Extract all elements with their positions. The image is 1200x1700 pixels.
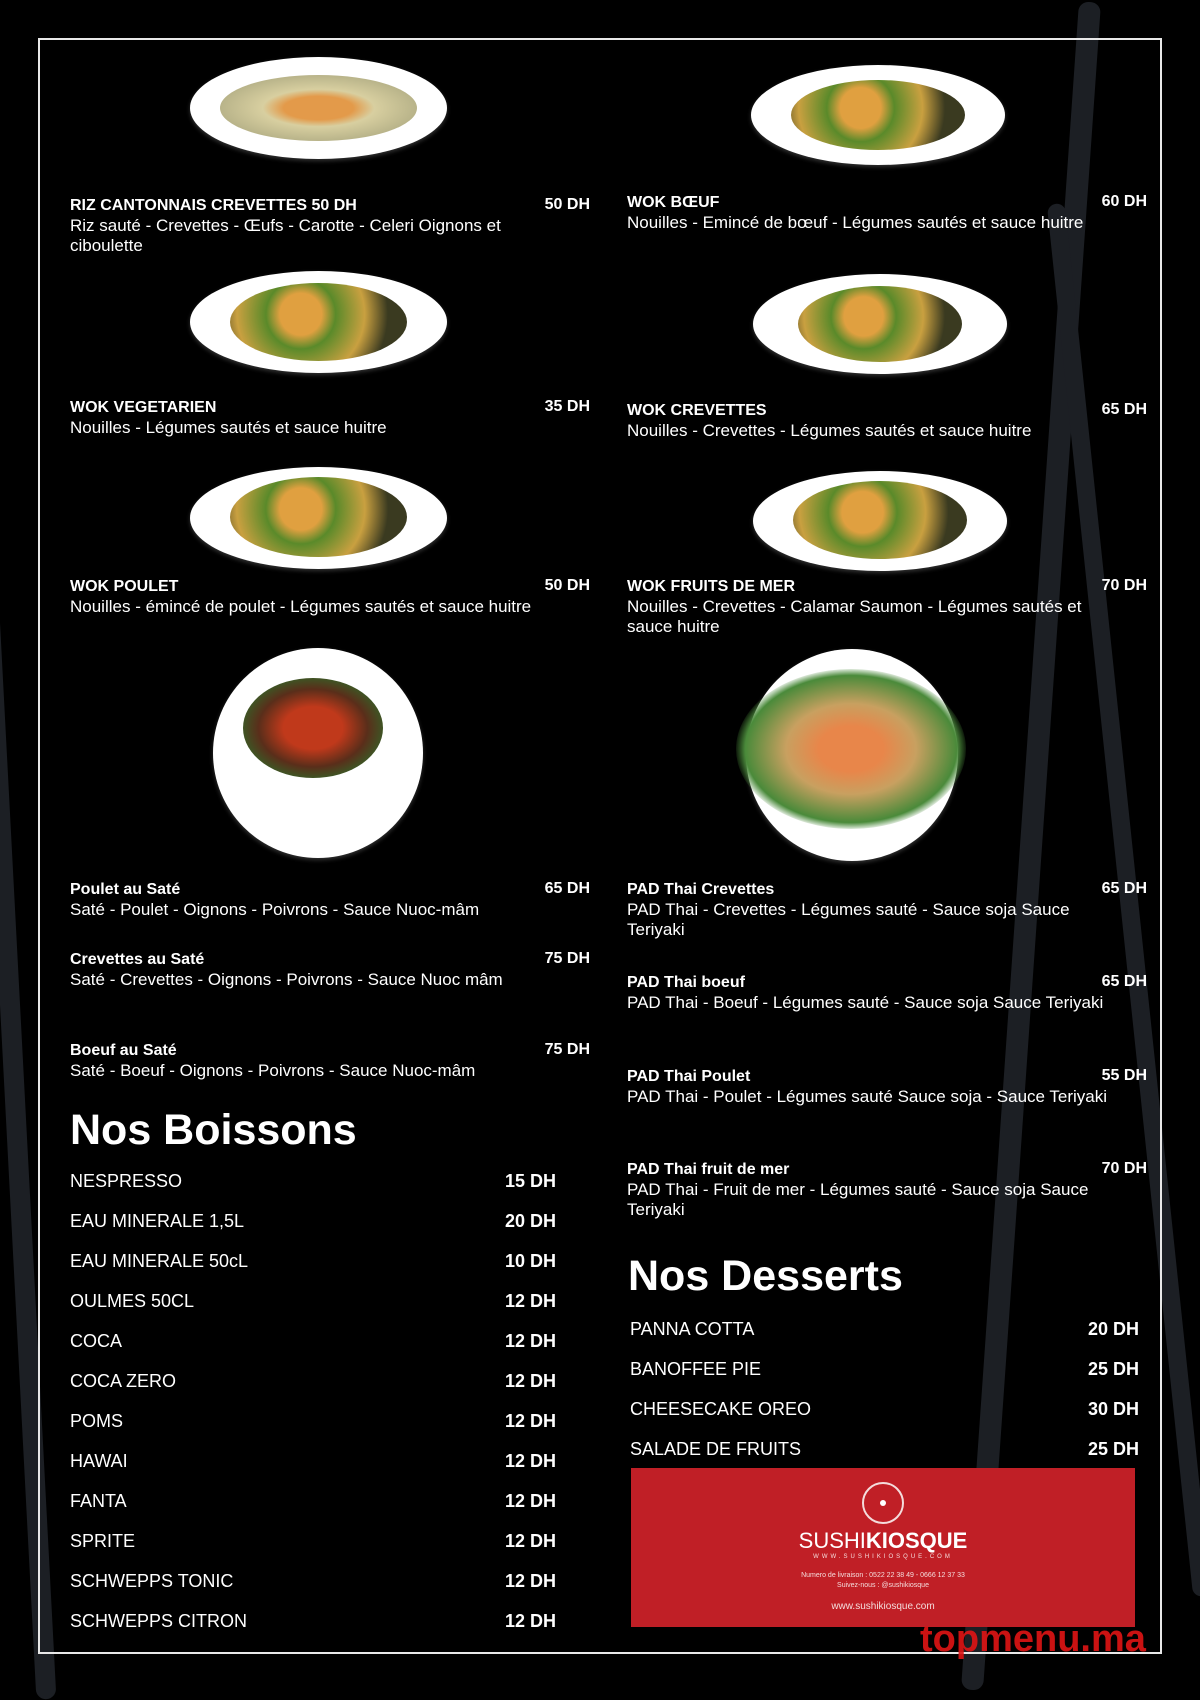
item-price: 12 DH [504, 1531, 556, 1551]
dish-price: 65 DH [544, 880, 590, 897]
dish-name: WOK FRUITS DE MER [627, 578, 795, 595]
social-follow: Suivez-nous : @sushikiosque [837, 1582, 929, 1589]
price-row [70, 1531, 556, 1552]
dish-photo-poulet-sate [213, 648, 423, 858]
item-price: 20 DH [504, 1211, 556, 1231]
boissons-heading: Nos Boissons [70, 1106, 357, 1154]
price-row [70, 1411, 556, 1432]
item-name: COCA ZERO [70, 1371, 177, 1391]
price-row [630, 1319, 1139, 1340]
price-row [70, 1491, 556, 1512]
dish-description: Nouilles - Emincé de bœuf - Légumes sautés et sauce huitre [627, 213, 1084, 232]
website-link[interactable]: www.sushikiosque.com [831, 1601, 935, 1612]
item-price: 12 DH [504, 1611, 556, 1631]
item-price: 12 DH [504, 1491, 556, 1511]
dish-price: 55 DH [1101, 1067, 1147, 1084]
dish-item [627, 193, 1147, 233]
dish-description: Saté - Boeuf - Oignons - Poivrons - Sauce Nuoc-mâm [70, 1061, 476, 1080]
dish-item [627, 577, 1147, 637]
dish-item [70, 1041, 590, 1081]
dish-name: PAD Thai Poulet [627, 1068, 751, 1085]
dish-item [70, 577, 590, 617]
dish-photo-pad-thai [746, 649, 958, 861]
dish-photo-wok-crevettes [753, 274, 1007, 374]
item-name: PANNA COTTA [630, 1319, 755, 1339]
item-name: COCA [70, 1331, 123, 1351]
watermark: topmenu.ma [920, 1618, 1146, 1660]
price-row [70, 1291, 556, 1312]
dish-description: PAD Thai - Fruit de mer - Légumes sauté - Sauce soja Sauce Teriyaki [627, 1180, 1089, 1219]
dish-price: 65 DH [1101, 973, 1147, 990]
dish-price: 35 DH [544, 398, 590, 415]
price-row [70, 1571, 556, 1592]
price-row [70, 1451, 556, 1472]
dish-item [627, 401, 1147, 441]
dish-description: Saté - Poulet - Oignons - Poivrons - Sauce Nuoc-mâm [70, 900, 480, 919]
dish-price: 70 DH [1101, 1160, 1147, 1177]
dish-item [70, 196, 590, 256]
price-row [70, 1251, 556, 1272]
dish-item [627, 880, 1147, 940]
item-name: NESPRESSO [70, 1171, 183, 1191]
dish-price: 75 DH [544, 1041, 590, 1058]
item-name: CHEESECAKE OREO [630, 1399, 812, 1419]
logo-circle-icon [862, 1482, 904, 1524]
item-price: 12 DH [504, 1571, 556, 1591]
dish-description: PAD Thai - Crevettes - Légumes sauté - Sauce soja Sauce Teriyaki [627, 900, 1070, 939]
dish-description: Nouilles - Légumes sautés et sauce huitre [70, 418, 387, 437]
item-price: 15 DH [504, 1171, 556, 1191]
brand-logo: SUSHIKIOSQUE [798, 1528, 968, 1553]
price-row [70, 1211, 556, 1232]
dish-item [627, 1160, 1147, 1220]
dish-name: WOK BŒUF [627, 194, 720, 211]
dish-item [627, 1067, 1147, 1107]
item-name: SCHWEPPS CITRON [70, 1611, 248, 1631]
price-row [70, 1331, 556, 1352]
dish-name: PAD Thai boeuf [627, 974, 745, 991]
item-name: EAU MINERALE 1,5L [70, 1211, 245, 1231]
item-name: POMS [70, 1411, 124, 1431]
item-name: FANTA [70, 1491, 127, 1511]
item-price: 25 DH [1087, 1359, 1139, 1379]
dish-item [627, 973, 1147, 1013]
dish-photo-wok-poulet [190, 467, 447, 569]
item-price: 12 DH [504, 1451, 556, 1471]
item-name: SCHWEPPS TONIC [70, 1571, 234, 1591]
price-row [70, 1171, 556, 1192]
item-name: EAU MINERALE 50cL [70, 1251, 249, 1271]
dish-photo-wok-vegetarien [190, 271, 447, 373]
item-name: BANOFFEE PIE [630, 1359, 762, 1379]
dish-name: Poulet au Saté [70, 881, 181, 898]
item-price: 10 DH [504, 1251, 556, 1271]
dish-photo-wok-fruits-de-mer [753, 471, 1007, 571]
price-row [630, 1399, 1139, 1420]
dish-description: Nouilles - Crevettes - Légumes sautés et sauce huitre [627, 421, 1032, 440]
item-price: 20 DH [1087, 1319, 1139, 1339]
dish-price: 65 DH [1101, 880, 1147, 897]
dish-name: WOK VEGETARIEN [70, 399, 217, 416]
dish-description: PAD Thai - Boeuf - Légumes sauté - Sauce soja Sauce Teriyaki [627, 993, 1104, 1012]
dish-price: 75 DH [544, 950, 590, 967]
dish-description: Nouilles - émincé de poulet - Légumes sautés et sauce huitre [70, 597, 532, 616]
item-name: SALADE DE FRUITS [630, 1439, 802, 1459]
price-row [630, 1359, 1139, 1380]
item-price: 12 DH [504, 1411, 556, 1431]
dish-description: PAD Thai - Poulet - Légumes sauté Sauce soja - Sauce Teriyaki [627, 1087, 1108, 1106]
item-price: 12 DH [504, 1291, 556, 1311]
dish-name: WOK POULET [70, 578, 179, 595]
item-price: 12 DH [504, 1371, 556, 1391]
dish-name: Crevettes au Saté [70, 951, 205, 968]
item-name: SPRITE [70, 1531, 136, 1551]
desserts-heading: Nos Desserts [628, 1252, 903, 1300]
dish-name: RIZ CANTONNAIS CREVETTES 50 DH [70, 197, 357, 214]
dish-price: 70 DH [1101, 577, 1147, 594]
dish-name: Boeuf au Saté [70, 1042, 177, 1059]
dish-item [70, 950, 590, 990]
item-name: OULMES 50CL [70, 1291, 195, 1311]
sushikiosque-banner [631, 1468, 1135, 1627]
item-name: HAWAI [70, 1451, 128, 1471]
dish-price: 50 DH [544, 577, 590, 594]
dish-description: Riz sauté - Crevettes - Œufs - Carotte - Celeri Oignons et ciboulette [70, 216, 501, 255]
dish-item [70, 398, 590, 438]
dish-description: Nouilles - Crevettes - Calamar Saumon - Légumes sautés et sauce huitre [627, 597, 1082, 636]
dish-photo-riz-cantonnais [190, 57, 447, 159]
dish-description: Saté - Crevettes - Oignons - Poivrons - Sauce Nuoc mâm [70, 970, 503, 989]
item-price: 30 DH [1087, 1399, 1139, 1419]
dish-item [70, 880, 590, 920]
brand-tagline: WWW.SUSHIKIOSQUE.COM [813, 1554, 953, 1560]
price-row [630, 1439, 1139, 1460]
item-price: 25 DH [1087, 1439, 1139, 1459]
dish-name: PAD Thai Crevettes [627, 881, 775, 898]
price-row [70, 1371, 556, 1392]
dish-name: WOK CREVETTES [627, 402, 767, 419]
dish-price: 65 DH [1101, 401, 1147, 418]
dish-price: 50 DH [544, 196, 590, 213]
dish-price: 60 DH [1101, 193, 1147, 210]
item-price: 12 DH [504, 1331, 556, 1351]
dish-photo-wok-boeuf [751, 65, 1005, 165]
delivery-phone: Numero de livraison : 0522 22 38 49 - 0666 12 37 33 [801, 1572, 965, 1579]
price-row [70, 1611, 556, 1632]
dish-name: PAD Thai fruit de mer [627, 1161, 790, 1178]
